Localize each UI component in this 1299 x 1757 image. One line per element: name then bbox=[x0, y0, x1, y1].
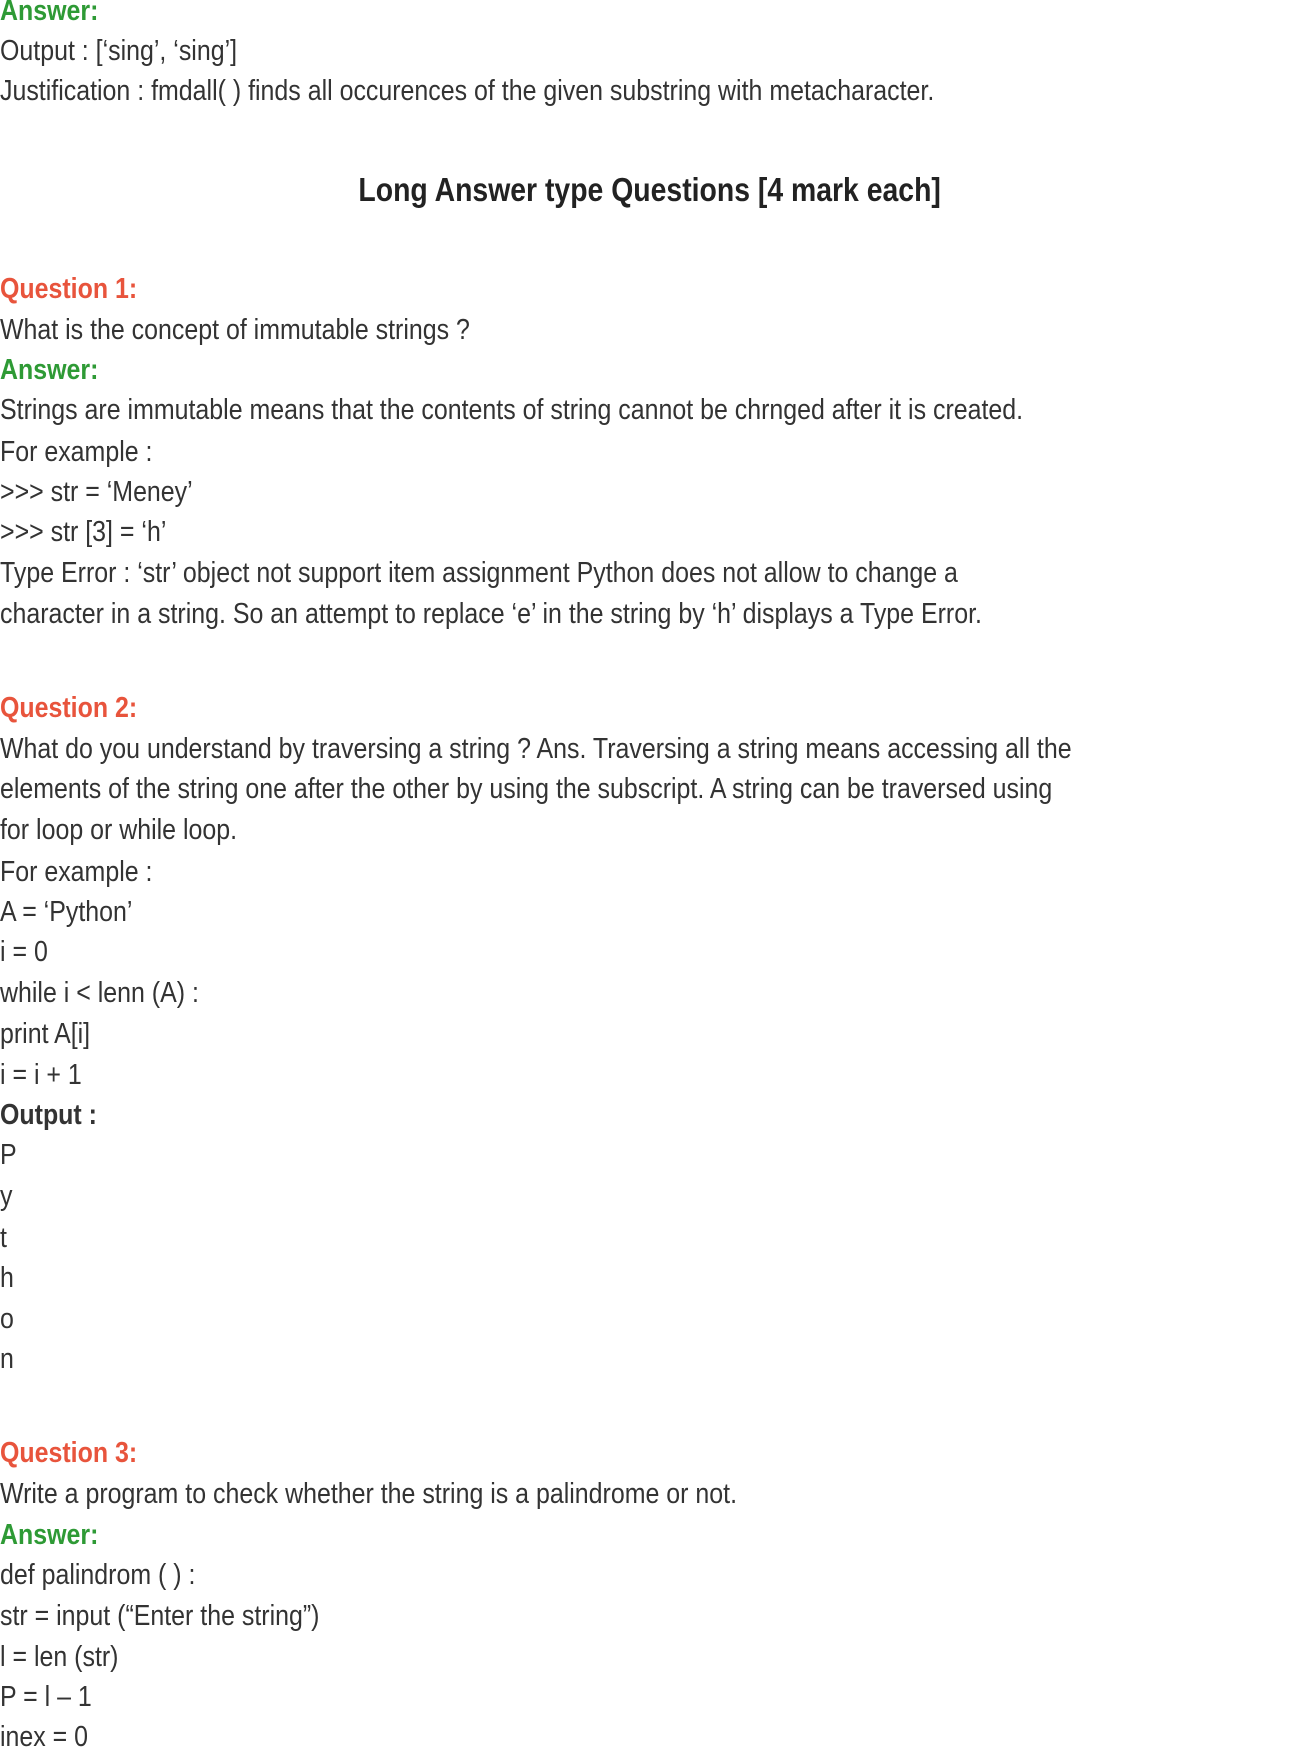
output-line: n bbox=[0, 1343, 14, 1375]
answer-line: Strings are immutable means that the contents of string cannot be chrnged after it is created. bbox=[0, 394, 1024, 426]
output-line: y bbox=[0, 1180, 13, 1212]
question-3-text: Write a program to check whether the string is a palindrome or not. bbox=[0, 1478, 738, 1510]
code-line: A = ‘Python’ bbox=[0, 896, 133, 928]
output-line: h bbox=[0, 1262, 14, 1294]
answer-label: Answer: bbox=[0, 0, 99, 27]
question-1-text: What is the concept of immutable strings ? bbox=[0, 314, 470, 346]
question-2-line: for loop or while loop. bbox=[0, 814, 238, 846]
code-line: while i < lenn (A) : bbox=[0, 977, 199, 1009]
answer-line: character in a string. So an attempt to replace ‘e’ in the string by ‘h’ displays a Type Error. bbox=[0, 598, 982, 630]
answer-line: >>> str [3] = ‘h’ bbox=[0, 516, 167, 548]
code-line: i = 0 bbox=[0, 936, 48, 968]
code-line: l = len (str) bbox=[0, 1641, 119, 1673]
answer-line: >>> str = ‘Meney’ bbox=[0, 476, 193, 508]
output-line: P bbox=[0, 1139, 17, 1171]
output-label: Output : bbox=[0, 1099, 97, 1131]
answer-label: Answer: bbox=[0, 354, 99, 386]
question-2-line: For example : bbox=[0, 856, 153, 888]
section-heading-text: Long Answer type Questions [4 mark each] bbox=[358, 171, 941, 208]
answer-line: Output : [‘sing’, ‘sing’] bbox=[0, 35, 238, 67]
question-1-label: Question 1: bbox=[0, 273, 138, 305]
answer-line: Type Error : ‘str’ object not support item assignment Python does not allow to change a bbox=[0, 557, 958, 589]
output-line: t bbox=[0, 1222, 7, 1254]
question-2-line: elements of the string one after the other by using the subscript. A string can be traversed using bbox=[0, 773, 1053, 805]
code-line: i = i + 1 bbox=[0, 1059, 82, 1091]
code-line: str = input (“Enter the string”) bbox=[0, 1600, 320, 1632]
question-2-line: What do you understand by traversing a string ? Ans. Traversing a string means accessing all the bbox=[0, 733, 1072, 765]
answer-label: Answer: bbox=[0, 1519, 99, 1551]
code-line: inex = 0 bbox=[0, 1721, 89, 1753]
output-line: o bbox=[0, 1303, 14, 1335]
code-line: print A[i] bbox=[0, 1018, 91, 1050]
code-line: def palindrom ( ) : bbox=[0, 1559, 196, 1591]
question-3-label: Question 3: bbox=[0, 1437, 138, 1469]
answer-line: For example : bbox=[0, 436, 153, 468]
code-line: P = l – 1 bbox=[0, 1681, 92, 1713]
question-2-label: Question 2: bbox=[0, 692, 138, 724]
answer-line: Justification : fmdall( ) finds all occurences of the given substring with metacharacter. bbox=[0, 75, 935, 107]
section-heading bbox=[0, 168, 1299, 212]
